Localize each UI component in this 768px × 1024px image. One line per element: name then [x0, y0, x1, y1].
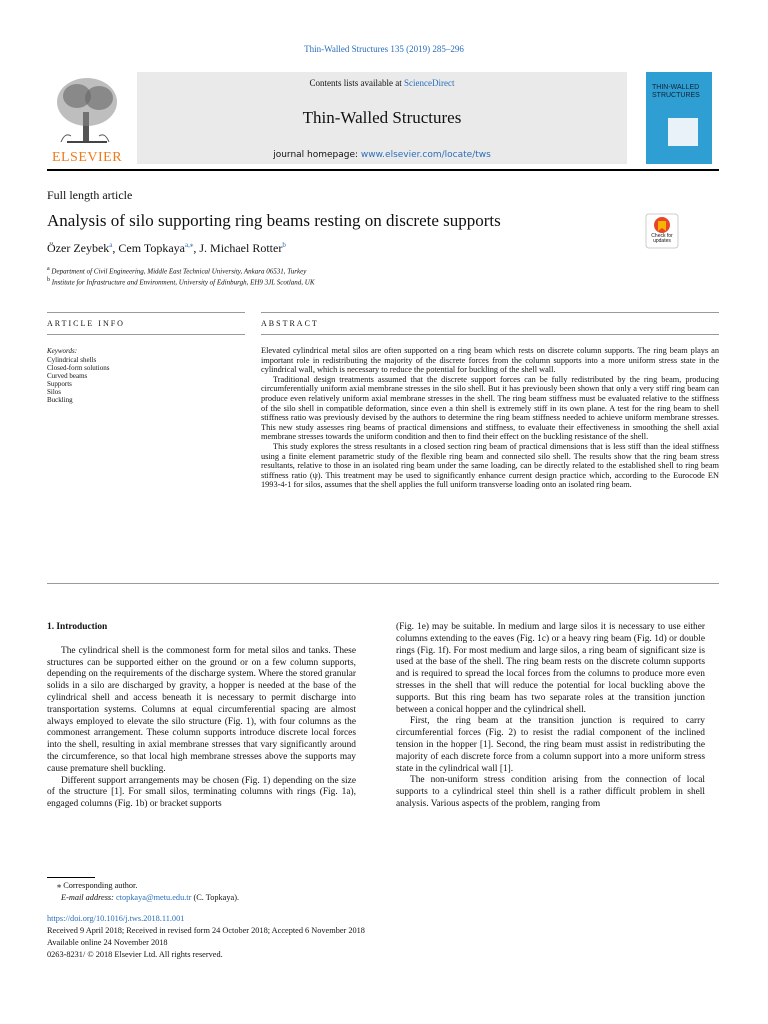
abstract-paragraph: This study explores the stress resultants in a closed section ring beam of practical dimensions that is less stiff than the ideal stiffness using a finite element parametric study of the flexible ring beam and connected silo shell. The results show that the ring beam stress resultants, relative to those in an isolated ring beam under the same loading, can be directly related to the established shell to ring beam stiffness ratio (ψ). This treatment may be used to significantly enhance current design practice which, according to the Eurocode EN 1993-4-1 for silos, assumes that the shell applies the full uniform transverse loading onto an isolated ring beam. [261, 441, 719, 490]
author-name: Özer Zeybek [47, 241, 110, 255]
doi-link[interactable]: https://doi.org/10.1016/j.tws.2018.11.001 [47, 914, 185, 923]
journal-title: Thin-Walled Structures [302, 108, 462, 127]
abstract-rule [261, 312, 719, 313]
section-heading: 1. Introduction [47, 622, 108, 632]
check-for-updates-badge[interactable] [645, 213, 679, 249]
author-name: J. Michael Rotter [199, 241, 283, 255]
journal-header [47, 72, 627, 164]
body-paragraph: The non-uniform stress condition arising from the connection of local supports to a cylindrical steel thin shell is a rather difficult problem in shell analysis. Various aspects of the problem, ranging from [396, 775, 705, 809]
abstract-heading: ABSTRACT [261, 319, 319, 328]
author-name: Cem Topkaya [118, 241, 185, 255]
abstract-paragraph: Traditional design treatments assumed that the discrete support forces can be fully redistributed by the ring beam, producing circumferentially uniform axial membrane stresses in the silo shell. But it has previously been shown that only a very stiff ring beam can produce even relatively uniform axial membrane stresses in the shell. The ring beam stiffness must be evaluated relative to the stiffness of the silo shell in compatible deformation, since even a thin shell is extremely stiff in its own plane. A test for the ring beam to shell stiffness ratio was previously devised by the authors to determine the ring beam stiffness needed to achieve uniform membrane stresses. This new study assesses ring beams of practical dimensions and stiffness, to evaluate their effectiveness in smoothing the shell axial membrane stresses towards the uniform condition and then to find their effect on the buckling resistance of the shell. [261, 374, 719, 442]
publisher-name: ELSEVIER [51, 150, 123, 165]
cover-title: THIN-WALLED STRUCTURES [652, 84, 700, 99]
article-info-heading: ARTICLE INFO [47, 319, 125, 328]
body-paragraph: The cylindrical shell is the commonest form for metal silos and tanks. These structures can be supported either on the ground or on a few column supports, depending on the requirements of the discharge system. Where the stored granular solids in a silo are discharged by gravity, a hopper is needed at the base of the cylindrical shell and access beneath it is necessary to permit discharge into transportation systems. Columns at equal circumferential spacing are almost always employed to elevate the silo structure (Fig. 1), with four columns as the commonest arrangement. These column supports introduce discrete local forces into the shell, resulting in axial membrane stresses that vary significantly around the circumference, so that local high membrane stresses above the supports may cause premature shell buckling. [47, 645, 356, 774]
author-affil-marker[interactable]: b [282, 241, 286, 249]
abstract-paragraph: Elevated cylindrical metal silos are often supported on a ring beam which rests on discrete column supports. The ring beam plays an important role in redistributing the majority of the discrete forces from the column supports into a more uniform stress state in the cylindrical wall, which is necessary to reduce the potential for buckling of the shell wall. [261, 346, 719, 375]
keyword: Supports [47, 380, 72, 388]
journal-homepage: journal homepage: www.elsevier.com/locate/tws [273, 150, 491, 160]
homepage-link[interactable]: www.elsevier.com/locate/tws [360, 150, 491, 160]
author-affil-marker[interactable]: a,⁎ [185, 241, 194, 249]
abstract-text [261, 346, 719, 490]
article-title: Analysis of silo supporting ring beams resting on discrete supports [47, 211, 501, 230]
journal-banner [137, 72, 627, 164]
email-link[interactable]: ctopkaya@metu.edu.tr [116, 893, 192, 902]
email-note: E-mail address: ctopkaya@metu.edu.tr (C. Topkaya). [61, 893, 240, 902]
keywords-label: Keywords: [47, 347, 78, 355]
received-dates: Received 9 April 2018; Received in revised form 24 October 2018; Accepted 6 November 2018 [47, 926, 365, 935]
sciencedirect-link[interactable]: ScienceDirect [404, 78, 455, 88]
body-paragraph: (Fig. 1e) may be suitable. In medium and large silos it is necessary to use either columns extending to the eaves (Fig. 1c) or a heavy ring beam (Fig. 1d) or double rings (Fig. 1f). For most medium and large silos, a ring beam of significant size is used at the base of the shell. The ring beam rests on the discrete column supports and is required to spread the local forces from the columns to produce more even stresses in the shell that will reduce the potential for local buckling above the supports. But this ring beam has two separate roles at the transition junction between a conical hopper and the cylindrical shell. [396, 622, 705, 715]
article-info-rule [47, 334, 245, 335]
elsevier-logo [47, 72, 127, 164]
body-paragraph: First, the ring beam at the transition junction is required to carry circumferential forces (Fig. 2) to resist the radial component of the inclined tension in the hopper [1]. Second, the ring beam must assist in redistributing the majority of each discrete force from a column support into a more uniform stress state in the cylindrical wall [1]. [396, 716, 705, 774]
footnote-rule [47, 877, 95, 878]
journal-cover[interactable] [646, 72, 712, 164]
article-type: Full length article [47, 188, 133, 202]
abstract-rule [261, 334, 719, 335]
contents-line: Contents lists available at ScienceDirect [309, 78, 455, 88]
body-column-right [396, 622, 705, 811]
keywords-list [47, 356, 109, 404]
keyword: Curved beams [47, 372, 88, 380]
online-date: Available online 24 November 2018 [47, 938, 168, 947]
cover-panel [668, 118, 698, 146]
header-rule [47, 169, 719, 171]
keyword: Silos [47, 388, 62, 396]
affiliation: $^b$ Institute for Infrastructure and Environment, University of Edinburgh, EH9 3JL Scotland, UK [47, 277, 315, 287]
copyright: 0263-8231/ © 2018 Elsevier Ltd. All rights reserved. [47, 950, 223, 959]
author-affil-marker[interactable]: a [109, 241, 113, 249]
keyword: Buckling [47, 396, 73, 404]
abstract-end-rule [47, 583, 719, 584]
corresponding-note: ⁎ Corresponding author. [57, 881, 138, 890]
body-column-left [47, 622, 356, 811]
journal-reference[interactable]: Thin-Walled Structures 135 (2019) 285–296 [304, 44, 464, 54]
keyword: Cylindrical shells [47, 356, 97, 364]
author-list: Özer Zeybek$^a$, Cem Topkaya$^{a,⁎}$, J. Michael Rotter$^b$ [47, 241, 286, 255]
affiliation: $^a$ Department of Civil Engineering, Middle East Technical University, Ankara 06531, Turkey [47, 266, 307, 276]
article-info-rule [47, 312, 245, 313]
keyword: Closed-form solutions [47, 364, 110, 372]
check-updates-label: Check for updates [651, 233, 673, 244]
body-paragraph: Different support arrangements may be chosen (Fig. 1) depending on the size of the structure [1]. For small silos, terminating columns with rings (Fig. 1a), engaged columns (Fig. 1b) or bracket supports [47, 775, 356, 810]
